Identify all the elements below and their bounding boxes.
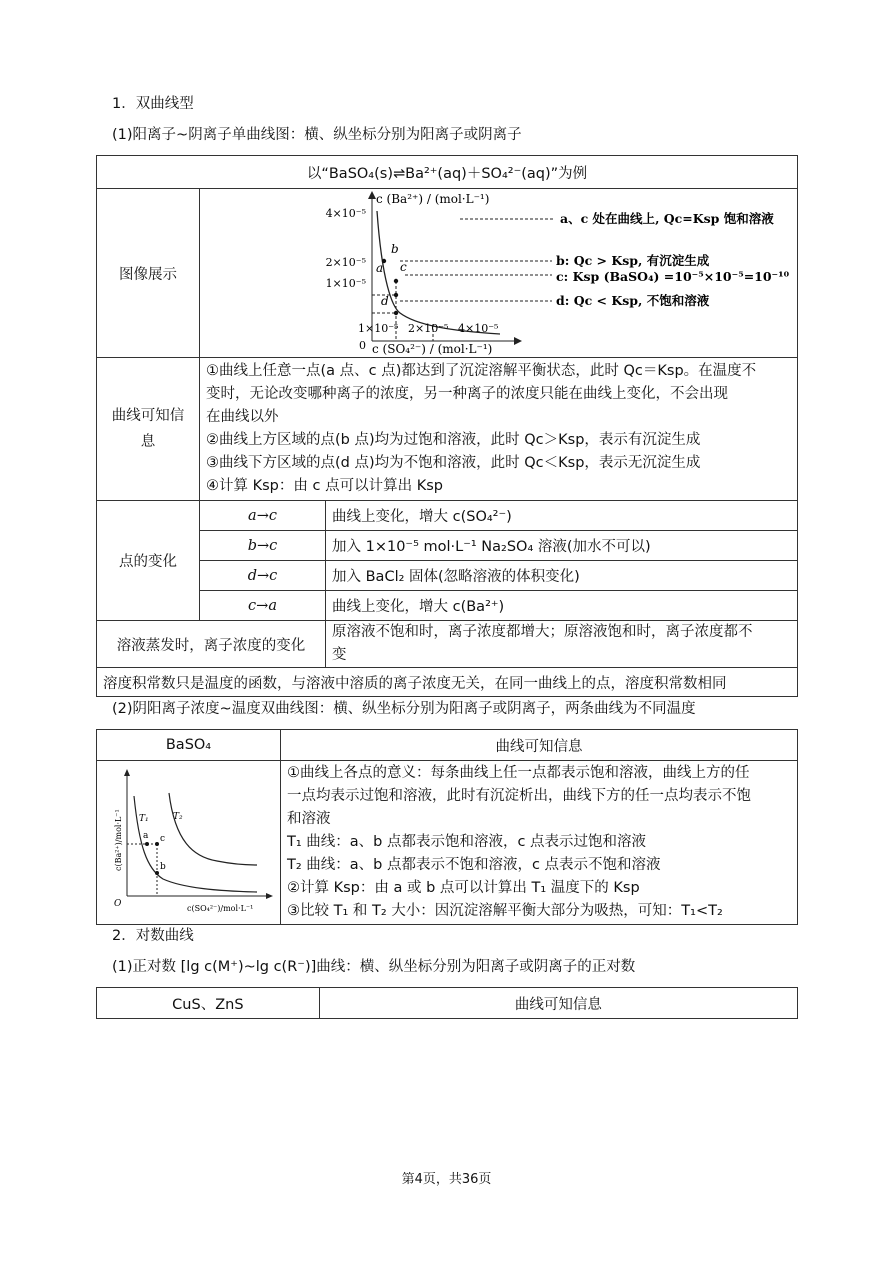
change-move: a→c [200, 501, 326, 531]
row-label-change: 点的变化 [97, 501, 200, 621]
graph2-t2-label: T₂ [173, 812, 183, 822]
subsection-heading: (2)阴阳离子浓度~温度双曲线图：横、纵坐标分别为阳离子或阴离子，两条曲线为不同温度 [112, 701, 696, 717]
row-label-image: 图像展示 [97, 189, 200, 358]
evap-line: 变 [332, 647, 347, 663]
subsection-heading: (1)正对数 [lg c(M⁺)~lg c(R⁻)]曲线：横、纵坐标分别为阳离子或阴离子的正对数 [112, 959, 636, 975]
change-desc: 加入 BaCl₂ 固体(忽略溶液的体积变化) [326, 561, 798, 591]
table-footer-note: 溶度积常数只是温度的函数，与溶液中溶质的离子浓度无关，在同一曲线上的点，溶度积常数相同 [97, 668, 798, 697]
y-tick: 1×10⁻⁵ [325, 277, 367, 290]
info-line: ②计算 Ksp：由 a 或 b 点可以计算出 T₁ 温度下的 Ksp [287, 880, 640, 896]
table-single-curve [96, 155, 798, 697]
y-axis-label: c (Ba²⁺) / (mol·L⁻¹) [376, 192, 490, 206]
change-desc: 曲线上变化，增大 c(SO₄²⁻) [326, 501, 798, 531]
y-tick: 0 [359, 339, 367, 352]
info-line: T₁ 曲线：a、b 点都表示饱和溶液，c 点表示过饱和溶液 [287, 834, 647, 850]
info-line: ③比较 T₁ 和 T₂ 大小：因沉淀溶解平衡大部分为吸热，可知：T₁<T₂ [287, 903, 723, 919]
change-desc: 加入 1×10⁻⁵ mol·L⁻¹ Na₂SO₄ 溶液(加水不可以) [326, 531, 798, 561]
info-line: ②曲线上方区域的点(b 点)均为过饱和溶液，此时 Qc＞Ksp，表示有沉淀生成 [206, 432, 701, 448]
table-double-curve [96, 729, 798, 925]
annotation-saturated: a、c 处在曲线上, Qc=Ksp 饱和溶液 [560, 211, 774, 226]
point-c-label: c [400, 260, 407, 274]
section-heading: 1．双曲线型 [112, 96, 194, 112]
info-line: 在曲线以外 [206, 409, 279, 425]
annotation-b: b: Qc > Ksp, 有沉淀生成 [556, 253, 710, 268]
x-tick: 1×10⁻⁵ [358, 322, 399, 335]
info-cell-2 [281, 761, 798, 925]
subsection-heading: (1)阳离子~阴离子单曲线图：横、纵坐标分别为阳离子或阴离子 [112, 127, 522, 143]
change-move: d→c [200, 561, 326, 591]
y-tick: 4×10⁻⁵ [325, 207, 367, 220]
info-line: 一点均表示过饱和溶液，此时有沉淀析出，曲线下方的任一点均表示不饱 [287, 788, 751, 804]
row-label-info: 曲线可知信息 [97, 358, 200, 501]
graph-cell-2 [97, 761, 281, 925]
hyperbola-graph [200, 189, 796, 357]
info-line: ④计算 Ksp：由 c 点可以计算出 Ksp [206, 478, 443, 494]
graph2-point-c: c [160, 834, 166, 844]
temperature-curves-graph [97, 761, 280, 924]
change-desc: 曲线上变化，增大 c(Ba²⁺) [326, 591, 798, 621]
evap-line: 原溶液不饱和时，离子浓度都增大；原溶液饱和时，离子浓度都不 [332, 624, 753, 640]
table-log-curve [96, 987, 798, 1019]
info-line: ③曲线下方区域的点(d 点)均为不饱和溶液，此时 Qc＜Ksp，表示无沉淀生成 [206, 455, 701, 471]
info-line: T₂ 曲线：a、b 点都表示不饱和溶液，c 点表示不饱和溶液 [287, 857, 661, 873]
graph2-y-label: c(Ba²⁺)/mol·L⁻¹ [114, 809, 123, 871]
evap-label: 溶液蒸发时，离子浓度的变化 [97, 621, 326, 668]
point-a-label: a [376, 261, 384, 275]
col-header-cus-zns: CuS、ZnS [97, 988, 320, 1019]
col-header-info: 曲线可知信息 [281, 730, 798, 761]
col-header-baso4: BaSO₄ [97, 730, 281, 761]
info-line: 和溶液 [287, 811, 331, 827]
graph2-point-b: b [160, 862, 166, 872]
evap-cell [326, 621, 798, 668]
x-tick: 2×10⁻⁵ [408, 322, 449, 335]
point-d-label: d [381, 294, 389, 308]
y-tick: 2×10⁻⁵ [325, 256, 367, 269]
point-b-label: b [391, 242, 399, 256]
col-header-info: 曲线可知信息 [319, 988, 797, 1019]
change-move: b→c [200, 531, 326, 561]
info-line: 变时，无论改变哪种离子的浓度，另一种离子的浓度只能在曲线上变化，不会出现 [206, 386, 729, 402]
annotation-d: d: Qc < Ksp, 不饱和溶液 [556, 293, 710, 308]
graph2-point-a: a [143, 831, 149, 841]
graph2-t1-label: T₁ [139, 814, 149, 824]
x-axis-label: c (SO₄²⁻) / (mol·L⁻¹) [372, 342, 493, 356]
info-line: ①曲线上任意一点(a 点、c 点)都达到了沉淀溶解平衡状态，此时 Qc＝Ksp。在温度不 [206, 363, 757, 379]
graph2-x-label: c(SO₄²⁻)/mol·L⁻¹ [187, 904, 254, 913]
graph-cell [200, 189, 798, 358]
annotation-c: c: Ksp (BaSO₄) =10⁻⁵×10⁻⁵=10⁻¹⁰ [556, 269, 790, 284]
graph2-origin: O [114, 899, 122, 909]
change-move: c→a [200, 591, 326, 621]
x-tick: 4×10⁻⁵ [458, 322, 499, 335]
info-cell [200, 358, 798, 501]
section-heading: 2．对数曲线 [112, 928, 194, 944]
page-footer: 第4页，共36页 [401, 1172, 492, 1187]
info-line: ①曲线上各点的意义：每条曲线上任一点都表示饱和溶液，曲线上方的任 [287, 765, 750, 781]
table-header: 以“BaSO₄(s)⇌Ba²⁺(aq)＋SO₄²⁻(aq)”为例 [97, 156, 798, 189]
